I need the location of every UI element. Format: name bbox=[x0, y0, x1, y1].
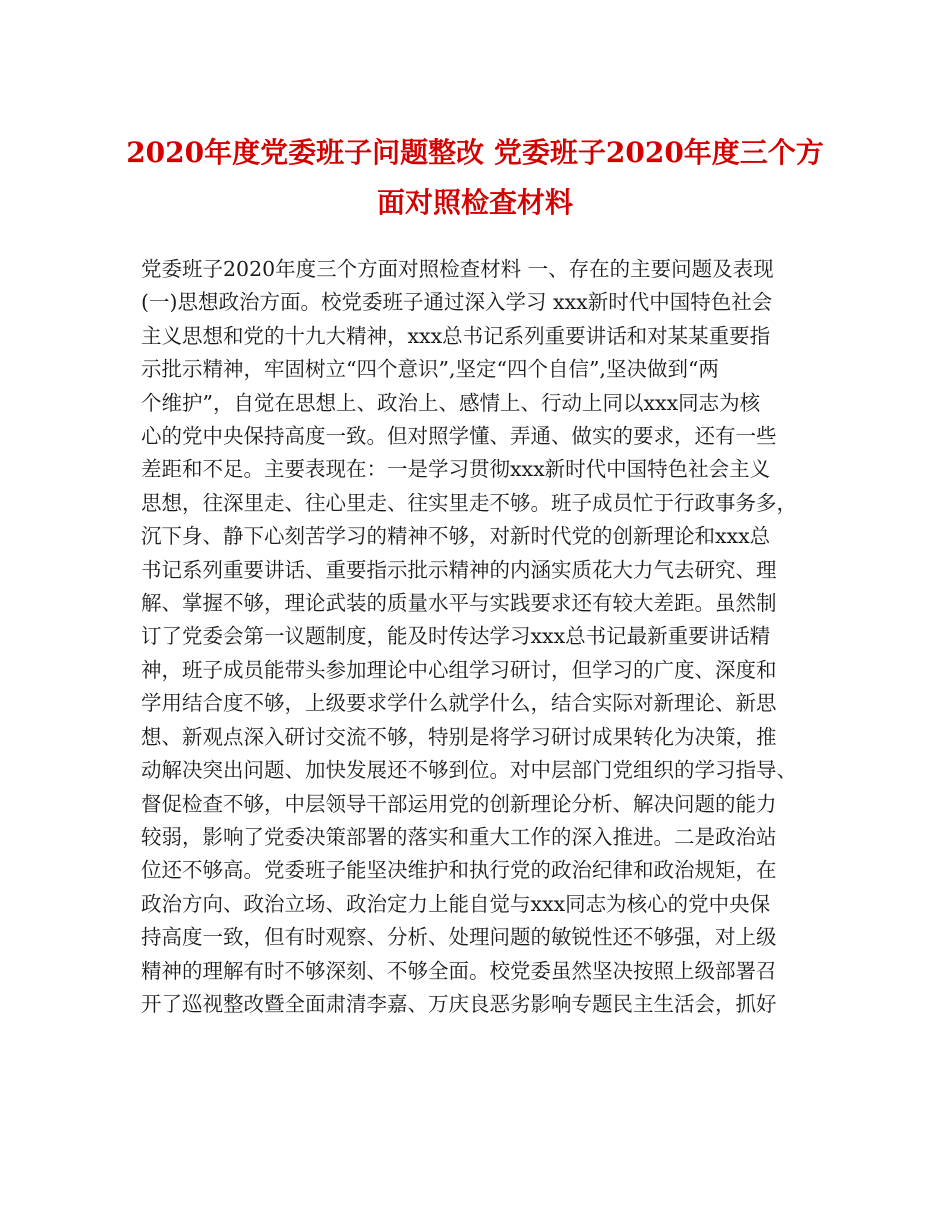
body-line: 较弱，影响了党委决策部署的落实和重大工作的深入推进。二是政治站 bbox=[141, 824, 777, 849]
body-line: 动解决突出问题、加快发展还不够到位。对中层部门党组织的学习指导、 bbox=[141, 758, 797, 783]
title-line: 面对照检查材料 bbox=[376, 186, 573, 219]
body-line: 主义思想和党的十九大精神，xxx总书记系列重要讲话和对某某重要指 bbox=[141, 323, 771, 348]
body-line: 神，班子成员能带头参加理论中心组学习研讨，但学习的广度、深度和 bbox=[141, 657, 777, 682]
body-line: 解、掌握不够，理论武装的质量水平与实践要求还有较大差距。虽然制 bbox=[141, 591, 777, 616]
body-line: 党委班子2020年度三个方面对照检查材料 一、存在的主要问题及表现 bbox=[141, 257, 774, 281]
body-line: 学用结合度不够，上级要求学什么就学什么，结合实际对新理论、新思 bbox=[141, 691, 777, 716]
body-line: 示批示精神，牢固树立“四个意识”,坚定“四个自信”,坚决做到“两 bbox=[141, 357, 719, 382]
body-line: 心的党中央保持高度一致。但对照学懂、弄通、做实的要求，还有一些 bbox=[141, 424, 777, 449]
body-line: 个维护”，自觉在思想上、政治上、感情上、行动上同以xxx同志为核 bbox=[141, 390, 761, 415]
document-body bbox=[141, 253, 831, 1021]
body-line: 持高度一致，但有时观察、分析、处理问题的敏锐性还不够强，对上级 bbox=[141, 925, 777, 950]
body-line: 督促检查不够，中层领导干部运用党的创新理论分析、解决问题的能力 bbox=[141, 791, 777, 816]
document-title bbox=[120, 128, 830, 228]
body-line: 订了党委会第一议题制度，能及时传达学习xxx总书记最新重要讲话精 bbox=[141, 624, 771, 649]
body-line: 想、新观点深入研讨交流不够，特别是将学习研讨成果转化为决策，推 bbox=[141, 724, 777, 749]
body-line: 差距和不足。主要表现在：一是学习贯彻xxx新时代中国特色社会主义 bbox=[141, 457, 771, 482]
body-line: 开了巡视整改暨全面肃清李嘉、万庆良恶劣影响专题民主生活会，抓好 bbox=[141, 991, 777, 1016]
body-line: 精神的理解有时不够深刻、不够全面。校党委虽然坚决按照上级部署召 bbox=[141, 958, 777, 983]
body-line: 政治方向、政治立场、政治定力上能自觉与xxx同志为核心的党中央保 bbox=[141, 891, 771, 916]
body-line: (一)思想政治方面。校党委班子通过深入学习 xxx新时代中国特色社会 bbox=[141, 290, 773, 315]
title-line: 2020年度党委班子问题整改 党委班子2020年度三个方 bbox=[126, 136, 824, 169]
body-line: 书记系列重要讲话、重要指示批示精神的内涵实质花大力气去研究、理 bbox=[141, 557, 777, 582]
body-line: 思想，往深里走、往心里走、往实里走不够。班子成员忙于行政事务多， bbox=[141, 490, 797, 515]
body-line: 沉下身、静下心刻苦学习的精神不够，对新时代党的创新理论和xxx总 bbox=[141, 524, 771, 549]
body-line: 位还不够高。党委班子能坚决维护和执行党的政治纪律和政治规矩，在 bbox=[141, 858, 777, 883]
